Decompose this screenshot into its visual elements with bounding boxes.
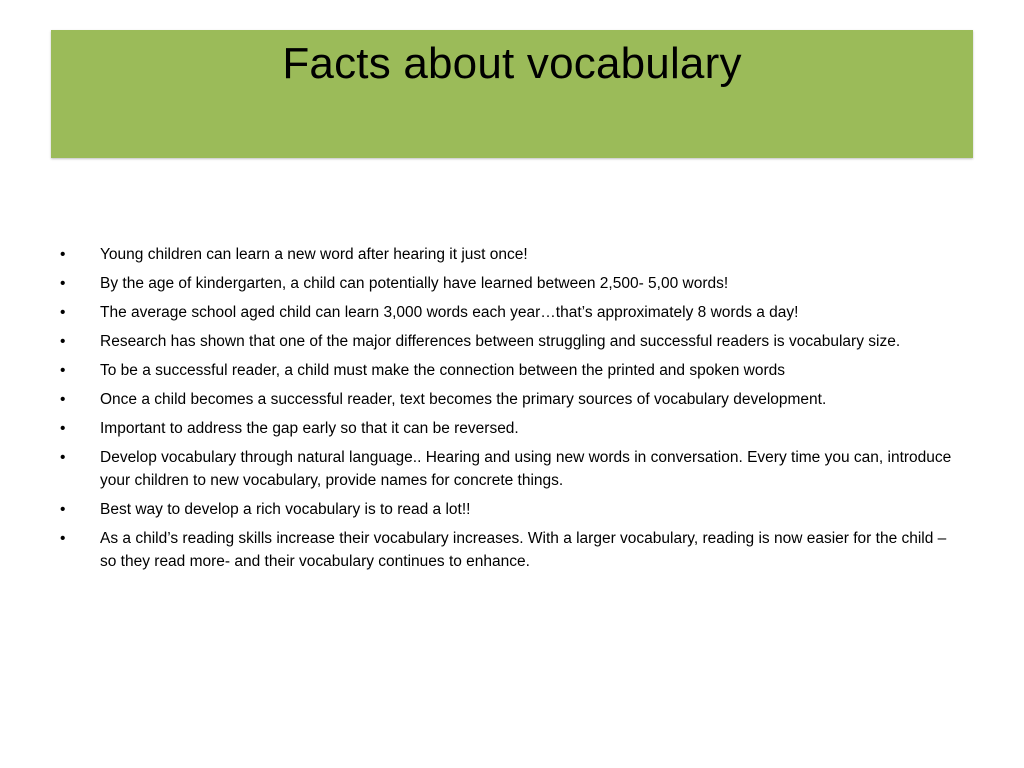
bullet-icon: • bbox=[60, 501, 66, 518]
list-item bbox=[60, 330, 960, 353]
list-item bbox=[60, 527, 960, 573]
list-item bbox=[60, 301, 960, 324]
slide-title: Facts about vocabulary bbox=[282, 39, 742, 88]
bullet-icon: • bbox=[60, 449, 66, 466]
bullet-text: The average school aged child can learn 3,000 words each year…that’s approximately 8 words a day! bbox=[100, 304, 799, 321]
list-item bbox=[60, 388, 960, 411]
bullet-icon: • bbox=[60, 304, 66, 321]
bullet-list bbox=[60, 243, 960, 579]
bullet-text: To be a successful reader, a child must make the connection between the printed and spoken words bbox=[100, 362, 785, 379]
bullet-text: Important to address the gap early so that it can be reversed. bbox=[100, 420, 519, 437]
bullet-text: Develop vocabulary through natural language.. Hearing and using new words in conversation. Every time you can, introduce your children to new vocabulary, provide names for concrete things. bbox=[100, 449, 952, 489]
bullet-icon: • bbox=[60, 391, 66, 408]
bullet-icon: • bbox=[60, 420, 66, 437]
bullet-text: Young children can learn a new word after hearing it just once! bbox=[100, 246, 528, 263]
bullet-text: Best way to develop a rich vocabulary is to read a lot!! bbox=[100, 501, 471, 518]
bullet-icon: • bbox=[60, 246, 66, 263]
list-item bbox=[60, 498, 960, 521]
bullet-text: Research has shown that one of the major differences between struggling and successful readers is vocabulary size. bbox=[100, 333, 901, 350]
bullet-icon: • bbox=[60, 362, 66, 379]
list-item bbox=[60, 417, 960, 440]
bullet-text: Once a child becomes a successful reader, text becomes the primary sources of vocabulary development. bbox=[100, 391, 827, 408]
bullet-icon: • bbox=[60, 333, 66, 350]
title-band bbox=[51, 30, 973, 158]
bullet-text: By the age of kindergarten, a child can potentially have learned between 2,500- 5,00 words! bbox=[100, 275, 729, 292]
list-item bbox=[60, 272, 960, 295]
list-item bbox=[60, 243, 960, 266]
list-item bbox=[60, 359, 960, 382]
bullet-icon: • bbox=[60, 530, 66, 547]
bullet-icon: • bbox=[60, 275, 66, 292]
list-item bbox=[60, 446, 960, 492]
bullet-text: As a child’s reading skills increase their vocabulary increases. With a larger vocabulary, reading is now easier for the child –so they read more- and their vocabulary continues to enhance. bbox=[100, 530, 947, 570]
